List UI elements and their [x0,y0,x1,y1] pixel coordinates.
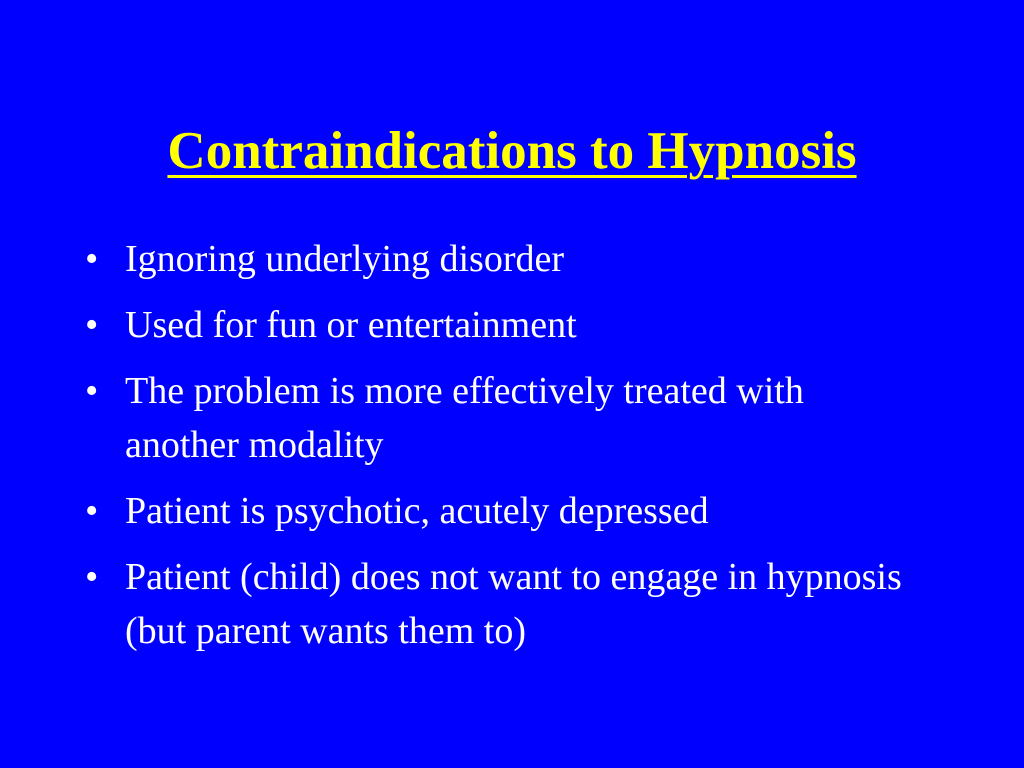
bullet-item [85,298,925,352]
bullet-item [85,232,925,286]
bullet-list [85,232,925,670]
bullet-icon: • [85,370,99,412]
bullet-icon: • [85,490,99,532]
bullet-text: Ignoring underlying disorder [125,238,565,280]
bullet-text: The problem is more effectively treated with another modality [125,370,804,466]
bullet-text: Patient is psychotic, acutely depressed [125,490,709,532]
slide-title: Contraindications to Hypnosis [167,122,857,180]
bullet-icon: • [85,238,99,280]
bullet-text: Used for fun or entertainment [125,304,577,346]
bullet-icon: • [85,556,99,598]
bullet-item [85,364,925,472]
bullet-icon: • [85,304,99,346]
bullet-item [85,550,925,658]
bullet-text: Patient (child) does not want to engage in hypnosis (but parent wants them to) [125,556,902,652]
bullet-item [85,484,925,538]
